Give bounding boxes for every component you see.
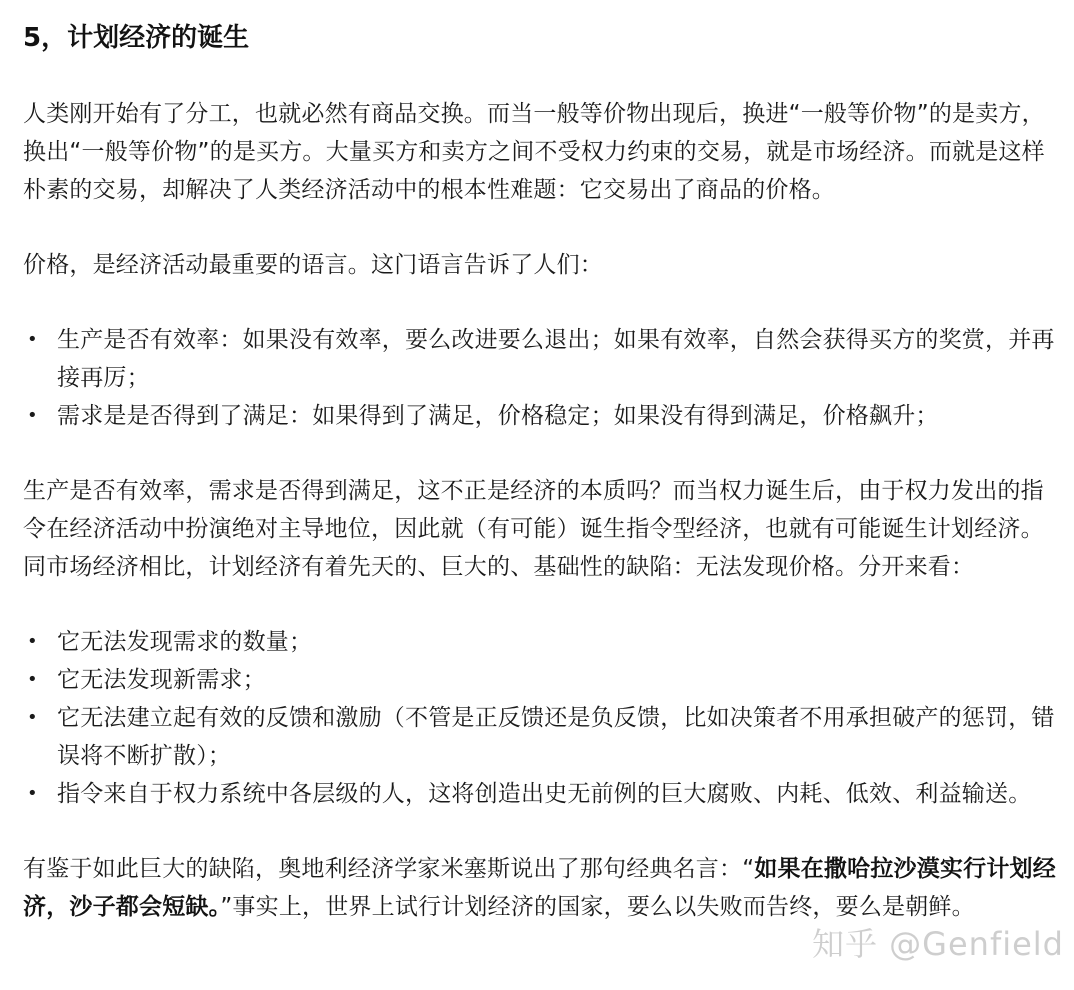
list-item-text: 需求是是否得到了满足：如果得到了满足，价格稳定；如果没有得到满足，价格飙升； <box>57 403 939 429</box>
quote-intro-text: 有鉴于如此巨大的缺陷，奥地利经济学家米塞斯说出了那句经典名言：“ <box>23 856 755 882</box>
bullet-icon: • <box>27 631 38 652</box>
list-item <box>23 699 1058 775</box>
section-heading: 5，计划经济的诞生 <box>23 23 250 53</box>
planned-economy-defects-list <box>23 623 1058 813</box>
paragraph-price-language: 价格，是经济活动最重要的语言。这门语言告诉了人们： <box>23 252 603 278</box>
list-item <box>23 623 1058 661</box>
bullet-icon: • <box>27 707 38 728</box>
bullet-icon: • <box>27 783 38 804</box>
list-item-text: 它无法发现新需求； <box>57 667 266 693</box>
list-item <box>23 775 1058 813</box>
bullet-icon: • <box>27 669 38 690</box>
list-item-text: 指令来自于权力系统中各层级的人，这将创造出史无前例的巨大腐败、内耗、低效、利益输送。 <box>57 781 1032 807</box>
bullet-icon: • <box>27 405 38 426</box>
article-body <box>23 18 1058 926</box>
price-signal-list <box>23 321 1058 435</box>
mises-quote-bold: 如果在撒哈拉沙漠实行计划经济，沙子都会短缺。 <box>23 856 1056 920</box>
zhihu-watermark: 知乎 @Genfield <box>812 925 1064 963</box>
list-item-text: 它无法发现需求的数量； <box>57 629 313 655</box>
bullet-icon: • <box>27 329 38 350</box>
quote-outro-text: ”事实上，世界上试行计划经济的国家，要么以失败而告终，要么是朝鲜。 <box>220 894 975 920</box>
list-item <box>23 661 1058 699</box>
paragraph-division-of-labor: 人类刚开始有了分工，也就必然有商品交换。而当一般等价物出现后，换进“一般等价物”的是卖方，换出“一般等价物”的是买方。大量买方和卖方之间不受权力约束的交易，就是市场经济。而就是这样朴素的交易，却解决了人类经济活动中的根本性难题：它交易出了商品的价格。 <box>23 101 1045 203</box>
list-item <box>23 397 1058 435</box>
list-item <box>23 321 1058 397</box>
list-item-text: 它无法建立起有效的反馈和激励（不管是正反馈还是负反馈，比如决策者不用承担破产的惩罚，错误将不断扩散）； <box>57 705 1055 769</box>
paragraph-planned-economy: 生产是否有效率，需求是否得到满足，这不正是经济的本质吗？而当权力诞生后，由于权力发出的指令在经济活动中扮演绝对主导地位，因此就（有可能）诞生指令型经济，也就有可能诞生计划经济。同市场经济相比，计划经济有着先天的、巨大的、基础性的缺陷：无法发现价格。分开来看： <box>23 478 1044 580</box>
list-item-text: 生产是否有效率：如果没有效率，要么改进要么退出；如果有效率，自然会获得买方的奖赏，并再接再厉； <box>57 327 1055 391</box>
paragraph-mises-quote <box>23 850 1058 926</box>
